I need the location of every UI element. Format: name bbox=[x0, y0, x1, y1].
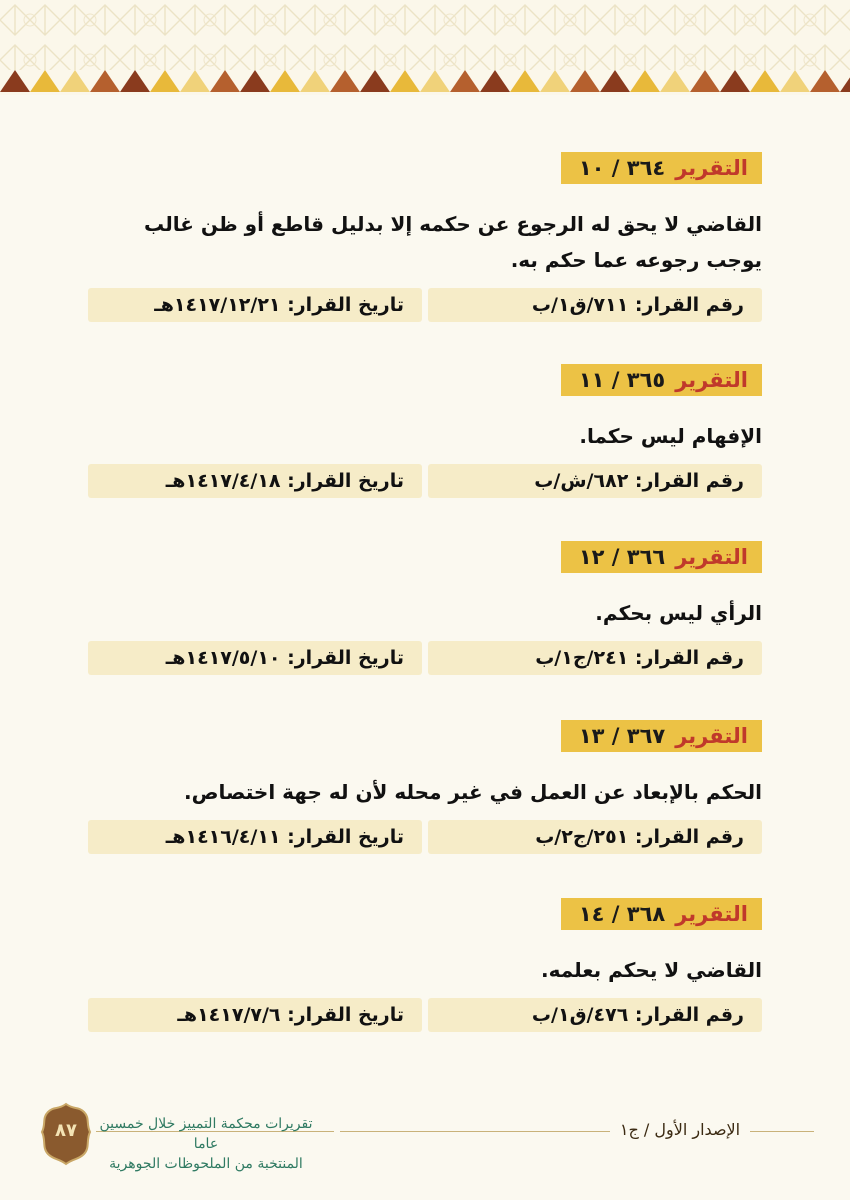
ruling-text: القاضي لا يحق له الرجوع عن حكمه إلا بدليل قاطع أو ظن غالب يوجب رجوعه عما حكم به. bbox=[144, 212, 762, 272]
ruling-entry bbox=[88, 364, 762, 498]
page-number: ٨٧ bbox=[55, 1120, 77, 1141]
ruling-text: الرأي ليس بحكم. bbox=[595, 601, 762, 625]
label-number: ٣٦٧ / ١٣ bbox=[578, 724, 666, 748]
triangle-ornament bbox=[90, 70, 120, 92]
decision-date: تاريخ القرار: ١٤١٦/٤/١١هـ bbox=[88, 820, 422, 854]
label-number: ٣٦٤ / ١٠ bbox=[578, 156, 666, 180]
triangle-ornament bbox=[450, 70, 480, 92]
ruling-text: الحكم بالإبعاد عن العمل في غير محله لأن له جهة اختصاص. bbox=[184, 780, 762, 804]
label-word: التقرير bbox=[675, 902, 748, 926]
decision-number: رقم القرار: ٤٧٦/ق١/ب bbox=[428, 998, 762, 1032]
triangle-ornament bbox=[360, 70, 390, 92]
triangle-ornament bbox=[630, 70, 660, 92]
decision-info-row bbox=[88, 288, 762, 322]
triangle-ornament bbox=[540, 70, 570, 92]
ruling-entry bbox=[88, 898, 762, 1032]
triangle-border bbox=[0, 66, 850, 94]
volume-label: الإصدار الأول / ج١ bbox=[610, 1120, 750, 1139]
triangle-ornament bbox=[510, 70, 540, 92]
decision-date: تاريخ القرار: ١٤١٧/٤/١٨هـ bbox=[88, 464, 422, 498]
decision-date: تاريخ القرار: ١٤١٧/١٢/٢١هـ bbox=[88, 288, 422, 322]
triangle-ornament bbox=[660, 70, 690, 92]
ruling-label bbox=[561, 152, 762, 184]
page-footer bbox=[0, 1100, 850, 1200]
ruling-entry bbox=[88, 541, 762, 675]
ruling-text: الإفهام ليس حكما. bbox=[579, 424, 762, 448]
decision-date: تاريخ القرار: ١٤١٧/٧/٦هـ bbox=[88, 998, 422, 1032]
triangle-ornament bbox=[120, 70, 150, 92]
triangle-ornament bbox=[240, 70, 270, 92]
label-number: ٣٦٨ / ١٤ bbox=[578, 902, 666, 926]
book-title bbox=[96, 1114, 316, 1174]
label-word: التقرير bbox=[675, 156, 748, 180]
triangle-ornament bbox=[570, 70, 600, 92]
triangle-ornament bbox=[270, 70, 300, 92]
label-number: ٣٦٥ / ١١ bbox=[578, 368, 666, 392]
triangle-ornament bbox=[600, 70, 630, 92]
ruling-text: القاضي لا يحكم بعلمه. bbox=[541, 958, 762, 982]
decision-info-row bbox=[88, 820, 762, 854]
decision-info-row bbox=[88, 641, 762, 675]
label-word: التقرير bbox=[675, 724, 748, 748]
decision-number: رقم القرار: ٢٥١/ج٢/ب bbox=[428, 820, 762, 854]
triangle-ornament bbox=[720, 70, 750, 92]
header-decoration bbox=[0, 0, 850, 95]
ruling-label bbox=[561, 541, 762, 573]
decision-number: رقم القرار: ٦٨٢/ش/ب bbox=[428, 464, 762, 498]
triangle-ornament bbox=[330, 70, 360, 92]
label-word: التقرير bbox=[675, 368, 748, 392]
decision-date: تاريخ القرار: ١٤١٧/٥/١٠هـ bbox=[88, 641, 422, 675]
book-title-line: تقريرات محكمة التمييز خلال خمسين عاما bbox=[99, 1116, 313, 1152]
triangle-ornament bbox=[840, 70, 850, 92]
decision-info-row bbox=[88, 464, 762, 498]
label-word: التقرير bbox=[675, 545, 748, 569]
triangle-ornament bbox=[750, 70, 780, 92]
ruling-label bbox=[561, 364, 762, 396]
triangle-ornament bbox=[60, 70, 90, 92]
geometric-pattern bbox=[0, 0, 850, 70]
ruling-entry bbox=[88, 152, 762, 322]
triangle-ornament bbox=[150, 70, 180, 92]
triangle-ornament bbox=[390, 70, 420, 92]
decision-number: رقم القرار: ٧١١/ق١/ب bbox=[428, 288, 762, 322]
decision-info-row bbox=[88, 998, 762, 1032]
triangle-ornament bbox=[0, 70, 30, 92]
triangle-ornament bbox=[810, 70, 840, 92]
triangle-ornament bbox=[180, 70, 210, 92]
triangle-ornament bbox=[300, 70, 330, 92]
book-title-line: المنتخبة من الملحوظات الجوهرية bbox=[109, 1156, 303, 1172]
triangle-ornament bbox=[480, 70, 510, 92]
ruling-entry bbox=[88, 720, 762, 854]
triangle-ornament bbox=[420, 70, 450, 92]
label-number: ٣٦٦ / ١٢ bbox=[578, 545, 666, 569]
ruling-label bbox=[561, 720, 762, 752]
triangle-ornament bbox=[780, 70, 810, 92]
ruling-label bbox=[561, 898, 762, 930]
triangle-ornament bbox=[30, 70, 60, 92]
triangle-ornament bbox=[210, 70, 240, 92]
decision-number: رقم القرار: ٢٤١/ج١/ب bbox=[428, 641, 762, 675]
triangle-ornament bbox=[690, 70, 720, 92]
